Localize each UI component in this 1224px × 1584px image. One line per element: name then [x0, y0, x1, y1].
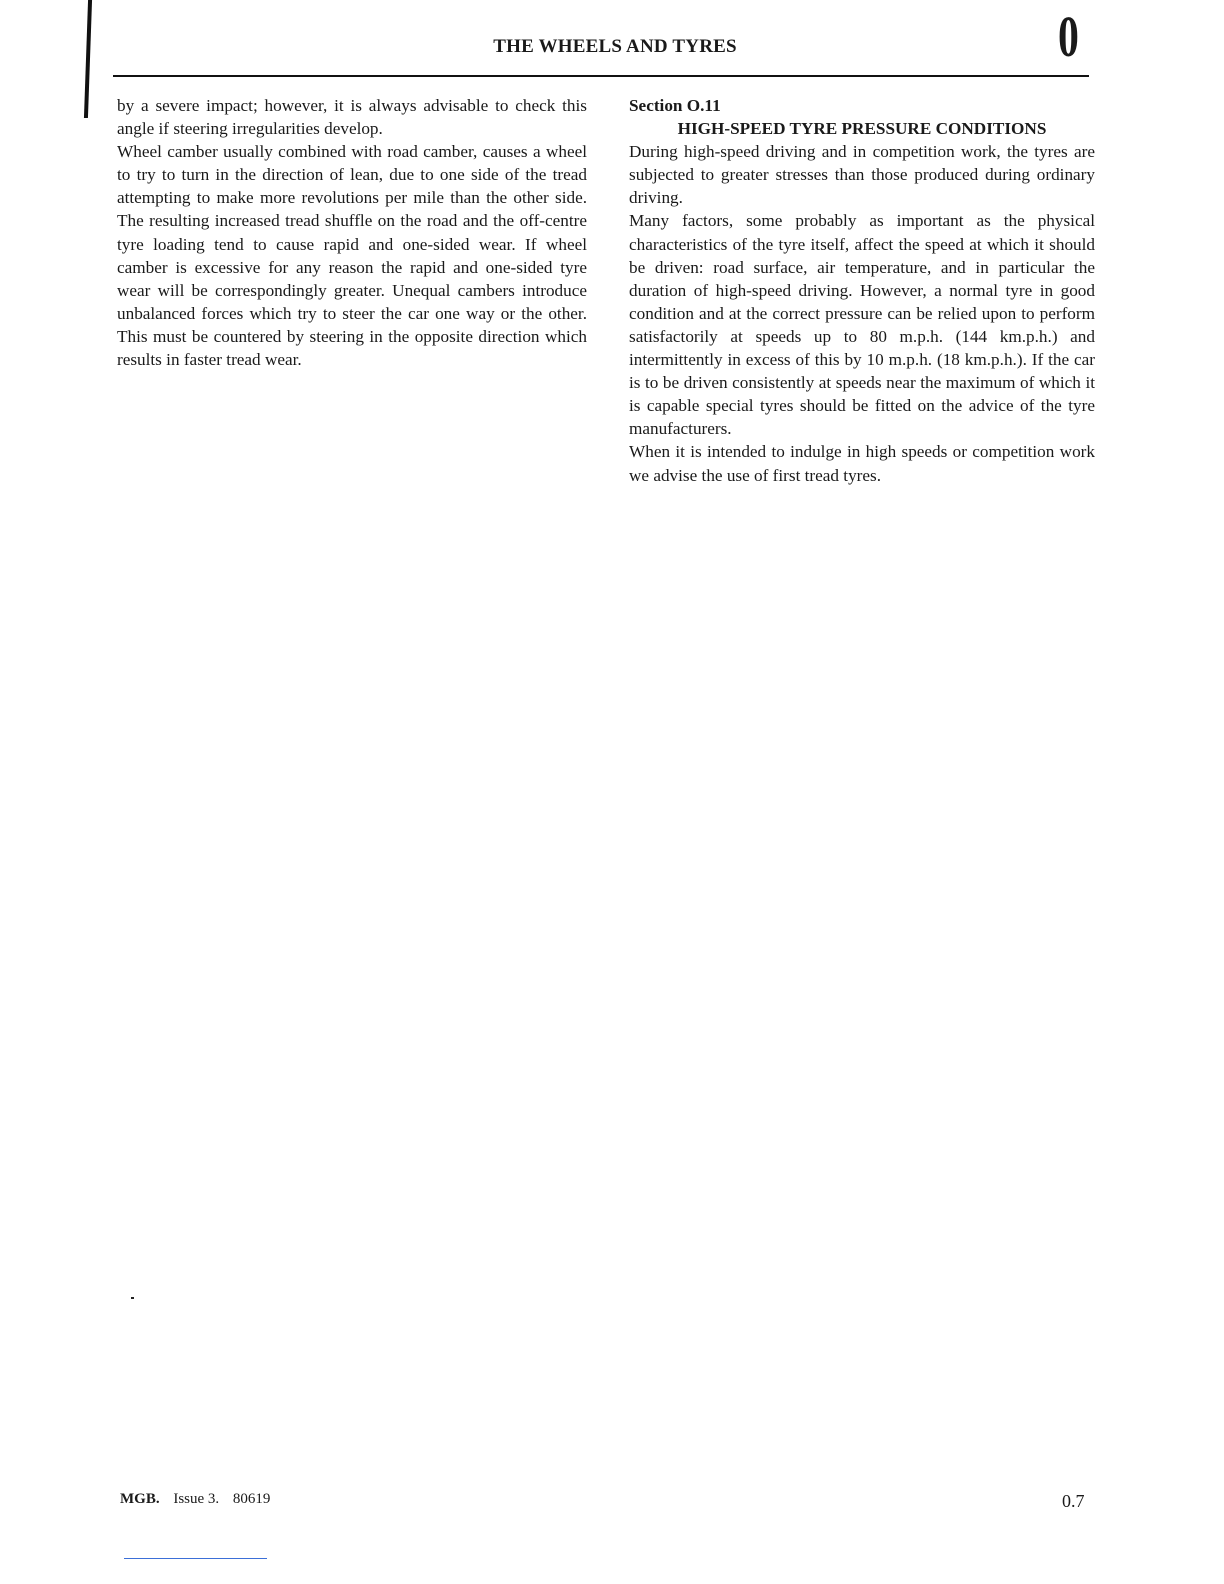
header-divider	[113, 75, 1089, 77]
left-column	[117, 94, 587, 371]
page-title: THE WHEELS AND TYRES	[493, 36, 737, 57]
section-label: Section O.11	[629, 96, 721, 115]
paragraph: Wheel camber usually combined with road camber, causes a wheel to try to turn in the direction of lean, due to one side of the tread attempting to make more revolutions per mile than the other side. The resulting increased tread shuffle on the road and the off-centre tyre loading tend to cause rapid and one-sided wear. If wheel camber is excessive for any reason the rapid and one-sided tyre wear will be correspondingly greater. Unequal cambers introduce unbalanced forces which try to steer the car one way or the other. This must be countered by steering in the opposite direction which results in faster tread wear.	[117, 142, 587, 370]
paragraph: During high-speed driving and in competition work, the tyres are subjected to greater stresses than those produced during ordinary driving.	[629, 142, 1095, 208]
scan-speck	[131, 1297, 134, 1299]
right-column	[629, 94, 1095, 487]
section-letter: 0	[1058, 4, 1079, 69]
section-heading: HIGH-SPEED TYRE PRESSURE CONDITIONS	[677, 119, 1047, 139]
footer-code: 80619	[232, 1491, 271, 1507]
footer-reference	[120, 1491, 280, 1508]
paragraph: by a severe impact; however, it is always advisable to check this angle if steering irregularities develop.	[117, 96, 587, 139]
footer-issue: Issue 3.	[173, 1491, 220, 1507]
page-number: 0.7	[1062, 1491, 1085, 1511]
footer-model: MGB.	[120, 1491, 160, 1507]
margin-change-bar	[84, 0, 92, 118]
paragraph: When it is intended to indulge in high speeds or competition work we advise the use of first tread tyres.	[629, 442, 1095, 485]
paragraph: Many factors, some probably as important as the physical characteristics of the tyre itself, affect the speed at which it should be driven: road surface, air temperature, and in particular the duration of high-speed driving. However, a normal tyre in good condition and at the correct pressure can be relied upon to perform satisfactorily at speeds up to 80 m.p.h. (144 km.p.h.) and intermittently in excess of this by 10 m.p.h. (18 km.p.h.). If the car is to be driven consistently at speeds near the maximum of which it is capable special tyres should be fitted on the advice of the tyre manufacturers.	[629, 211, 1095, 439]
footer-rule	[124, 1558, 267, 1559]
